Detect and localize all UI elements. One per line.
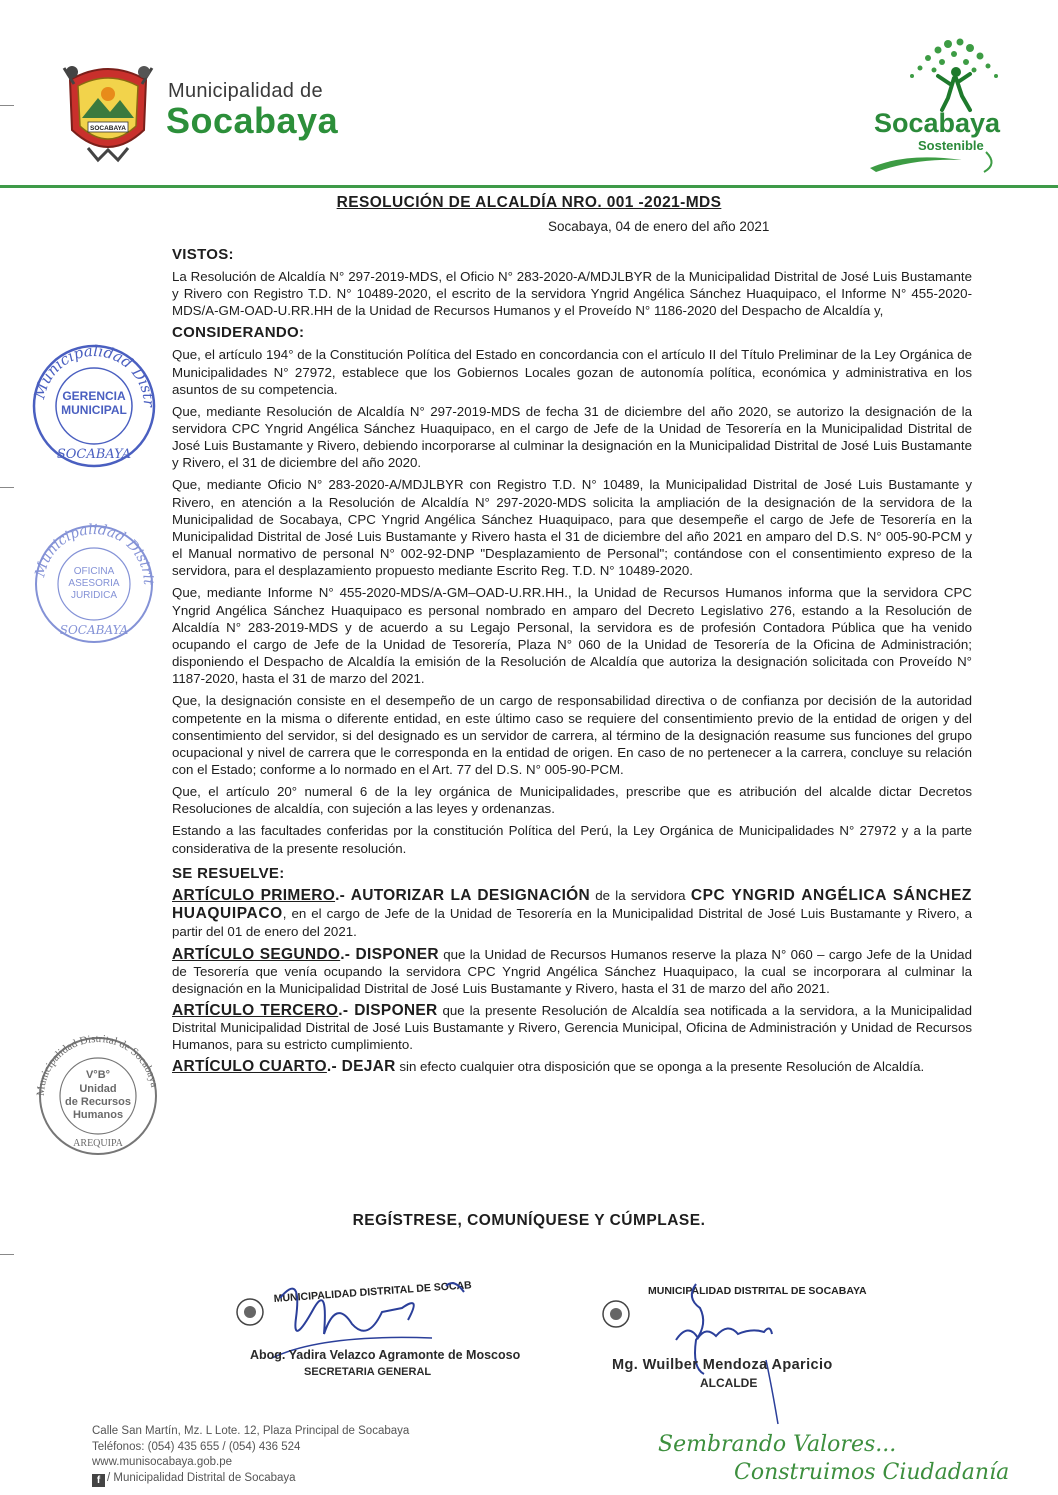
vistos-heading: VISTOS: bbox=[172, 246, 234, 263]
considerando-paragraph: Que, mediante Oficio N° 283-2020-A/MDJLBYR con Registro T.D. N° 10489, la Municipalidad Distrital de José Luis Bustamante y Rivero, en atención a la Resolución de Alcaldía N° 297-2020-MDS solicita la ampliación de la designación de la servidora de la Municipalidad de Socabaya, CPC Yngrid Angélica Sánchez Huaquipaco, para que desempeñe el cargo de Jefe de Tesorería en la Municipalidad Distrital de José Luis Bustamante y Rivero hasta el 31 de diciembre del año 2021 en amparo del D.S. N° 005-90-PCM y el Manual normativo de personal N° 002-92-DNP "Desplazamiento de Personal"; contándose con el consentimiento expreso de la servidora, para el desplazamiento propuesto mediante Escrito Reg. T.D. N° 10489-2020. bbox=[172, 477, 972, 579]
considerando-paragraph: Que, el artículo 20° numeral 6 de la ley orgánica de Municipalidades, prescribe que es atribución del alcalde dictar Decretos Resoluciones de alcaldía, con sujeción a las leyes y ordenanzas. bbox=[172, 784, 972, 817]
article-segundo bbox=[172, 946, 972, 998]
footer-social[interactable] bbox=[92, 1471, 409, 1487]
margin-mark bbox=[0, 105, 14, 106]
socabaya-sostenible-tree-icon bbox=[898, 36, 1010, 114]
article-separator: .- bbox=[335, 886, 351, 904]
considerando-paragraph: Que, mediante Resolución de Alcaldía N° 297-2019-MDS de fecha 31 de diciembre del año 2020, se autorizo la designación de la servidora CPC Yngrid Angélica Sánchez Huaquipaco, en el cargo de Jefe de la Unidad de Tesorería en la Municipalidad Distrital de José Luis Bustamante y Rivero, debiendo incorporarse al culminar la designación en la Municipalidad Distrital de José Luis Bustamante y Rivero, el 31 de diciembre del año 2020. bbox=[172, 403, 972, 471]
article-separator: .- bbox=[326, 1058, 342, 1076]
signature-org: MUNICIPALIDAD DISTRITAL DE SOCABAYA bbox=[648, 1285, 867, 1297]
article-separator: .- bbox=[340, 945, 356, 963]
resolution-body bbox=[172, 246, 972, 1080]
footer-phones: Teléfonos: (054) 435 655 / (054) 436 524 bbox=[92, 1440, 301, 1453]
stamp-gerencia-municipal bbox=[28, 340, 160, 472]
stamp-center-text: OFICINA bbox=[73, 566, 115, 577]
article-text: , en el cargo de Jefe de la Unidad de Tesorería en la Municipalidad Distrital de José Luis Bustamante y Rivero, a partir del 01 de enero del 2021. bbox=[172, 905, 972, 939]
stamp-bottom-text: SOCABAYA bbox=[59, 623, 129, 637]
right-signer-role: ALCALDE bbox=[700, 1376, 758, 1390]
stamp-center-text: ASESORIA bbox=[68, 578, 120, 589]
stamp-center-text: Unidad bbox=[79, 1083, 117, 1095]
article-label: ARTÍCULO CUARTO bbox=[172, 1058, 327, 1076]
article-primero bbox=[172, 887, 972, 941]
resuelve-heading: SE RESUELVE: bbox=[172, 864, 285, 882]
right-signature-stamp bbox=[596, 1278, 876, 1428]
stamp-ring-text: Municipalidad Distrital de Socabaya bbox=[34, 1032, 161, 1097]
slogan-line-2: Construimos Ciudadanía bbox=[734, 1460, 1010, 1485]
considerando-paragraph: Que, el artículo 194° de la Constitución Política del Estado en concordancia con el artículo II del Título Preliminar de la Ley Orgánica de Municipalidades N° 27972, establece que los Gobiernos Locales gozan de autonomía política, económica y administrativa en los asuntos de su competencia. bbox=[172, 347, 972, 397]
margin-mark bbox=[0, 487, 14, 488]
article-text: de la servidora bbox=[590, 887, 691, 903]
considerando-paragraph: Estando a las facultades conferidas por la constitución Política del Perú, la Ley Orgánica de Municipalidades N° 27972 y a la parte considerativa de la presente resolución. bbox=[172, 823, 972, 856]
footer-social-text: / Municipalidad Distrital de Socabaya bbox=[107, 1471, 296, 1484]
article-cuarto bbox=[172, 1058, 972, 1075]
stamp-bottom-text: AREQUIPA bbox=[73, 1138, 123, 1149]
article-verb: DISPONER bbox=[355, 945, 439, 963]
footer-web-link[interactable]: www.munisocabaya.gob.pe bbox=[92, 1456, 232, 1468]
municipality-small-title: Municipalidad de bbox=[168, 80, 323, 102]
stamp-ring-text: Municipalidad Distr bbox=[30, 341, 159, 408]
brand-subtitle: Sostenible bbox=[918, 138, 984, 153]
stamp-asesoria-juridica bbox=[30, 520, 158, 648]
brand-swoosh-icon bbox=[866, 150, 1006, 174]
margin-mark bbox=[0, 1254, 14, 1255]
article-verb: DISPONER bbox=[354, 1002, 438, 1020]
considerando-paragraph: Que, la designación consiste en el desempeño de un cargo de responsabilidad directiva o de confianza por decisión de la autoridad competente en la misma o diferente entidad, en este último caso se requiere del consentimiento previo de la entidad de origen y del consentimiento del servidor, si del designado es un servidor de carrera, al término de la designación reasume sus funciones del grupo ocupacional y nivel de carrera que le corresponda en la entidad de origen. En caso de no pertenecer a la carrera, concluye su relación con el Estado; conforme a lo normado en el Art. 77 del D.S. N° 005-90-PCM. bbox=[172, 693, 972, 778]
brand-name: Socabaya bbox=[874, 108, 1001, 138]
article-servant-name: CPC YNGRID ANGÉLICA SÁNCHEZ HUAQUIPACO bbox=[172, 886, 972, 922]
article-separator: .- bbox=[338, 1002, 355, 1020]
footer-address: Calle San Martín, Mz. L Lote. 12, Plaza Principal de Socabaya bbox=[92, 1425, 410, 1437]
article-text: que la Unidad de Recursos Humanos reserve la plaza N° 060 – cargo Jefe de la Unidad de Tesorería que venía ocupando la servidora CPC Yngrid Angélica Sánchez Huaquipaco, la cual se incorporara al culminar la designación en la Municipalidad Distrital de José Luis Bustamante y Rivero, hasta el 31 de marzo del año 2021. bbox=[172, 946, 972, 997]
article-verb: DEJAR bbox=[341, 1058, 396, 1076]
municipality-big-title: Socabaya bbox=[166, 100, 339, 141]
slogan-line-1: Sembrando Valores... bbox=[658, 1432, 897, 1457]
header-divider bbox=[0, 185, 1058, 188]
stamp-center-text: de Recursos bbox=[64, 1096, 132, 1108]
article-verb: AUTORIZAR LA DESIGNACIÓN bbox=[350, 886, 591, 904]
article-text: sin efecto cualquier otra disposición que se oponga a la presente Resolución de Alcaldía. bbox=[395, 1059, 925, 1075]
closing-formula: REGÍSTRESE, COMUNÍQUESE Y CÚMPLASE. bbox=[352, 1212, 706, 1229]
signature-org: MUNICIPALIDAD DISTRITAL DE SOCABAYA bbox=[273, 1278, 472, 1305]
left-signer-name: Abog. Yadira Velazco Agramonte de Moscoso bbox=[250, 1348, 521, 1362]
article-label: ARTÍCULO TERCERO bbox=[172, 1002, 339, 1020]
considerando-heading: CONSIDERANDO: bbox=[172, 324, 305, 342]
stamp-center-text: JURIDICA bbox=[70, 590, 118, 601]
facebook-icon: f bbox=[92, 1474, 105, 1487]
stamp-bottom-text: SOCABAYA bbox=[56, 447, 132, 462]
stamp-center-text: Humanos bbox=[72, 1109, 124, 1121]
resolution-date: Socabaya, 04 de enero del año 2021 bbox=[548, 219, 770, 234]
stamp-ring-text: Municipalidad Distrit bbox=[32, 521, 157, 586]
considerando-paragraph: Que, mediante Informe N° 455-2020-MDS/A-GM–OAD-U.RR.HH., la Unidad de Recursos Humanos informa que la servidora CPC Yngrid Angélica Sánchez Huaquipaco es personal nombrado en amparo del Decreto Legislativo 276, estando a la Resolución de Alcaldía N° 283-2019-MDS y de acuerdo a su Legajo Personal, la servidora es de profesión Contadora Pública que ha venido ocupando el cargo de Jefe de la Unidad de Tesorería, Plaza N° 060 de la Unidad de Tesorería de la Oficina de Administración; disponiendo el Despacho de Alcaldía la emisión de la Resolución de Alcaldía que autoriza la designación solicitada con Proveído N° 1187-2020, hasta el 31 de marzo del 2021. bbox=[172, 585, 972, 687]
article-label: ARTÍCULO PRIMERO bbox=[172, 886, 336, 904]
stamp-recursos-humanos bbox=[34, 1032, 162, 1160]
right-signer-name: Mg. Wuilber Mendoza Aparicio bbox=[612, 1357, 833, 1373]
resolution-title: RESOLUCIÓN DE ALCALDÍA NRO. 001 -2021-MDS bbox=[336, 194, 722, 211]
stamp-center-text: MUNICIPAL bbox=[61, 403, 127, 417]
municipal-crest bbox=[58, 60, 158, 165]
left-signer-role: SECRETARIA GENERAL bbox=[304, 1366, 432, 1378]
article-tercero bbox=[172, 1002, 972, 1054]
article-text: que la presente Resolución de Alcaldía sea notificada a la servidora, a la Municipalidad Distrital Municipalidad Distrital de José Luis Bustamante y Rivero, Gerencia Municipal, Oficina de Administración y Unidad de Recursos Humanos, para su estricto cumplimiento. bbox=[172, 1003, 972, 1053]
stamp-center-text: GERENCIA bbox=[62, 389, 126, 403]
vistos-text: La Resolución de Alcaldía N° 297-2019-MDS, el Oficio N° 283-2020-A/MDJLBYR de la Municipalidad Distrital de José Luis Bustamante y Rivero con Registro T.D. N° 10489-2020, el escrito de la servidora Yngrid Angélica Sánchez Huaquipaco, el Informe N° 455-2020-MDS/A-GM-OAD-U.RR.HH de la Unidad de Recursos Humanos y el Proveído N° 1186-2020 del Despacho de Alcaldía y, bbox=[172, 269, 972, 319]
crest-label: SOCABAYA bbox=[89, 125, 127, 132]
article-label: ARTÍCULO SEGUNDO bbox=[172, 945, 341, 963]
footer-contact bbox=[92, 1424, 409, 1487]
stamp-center-text: V°B° bbox=[85, 1069, 111, 1081]
